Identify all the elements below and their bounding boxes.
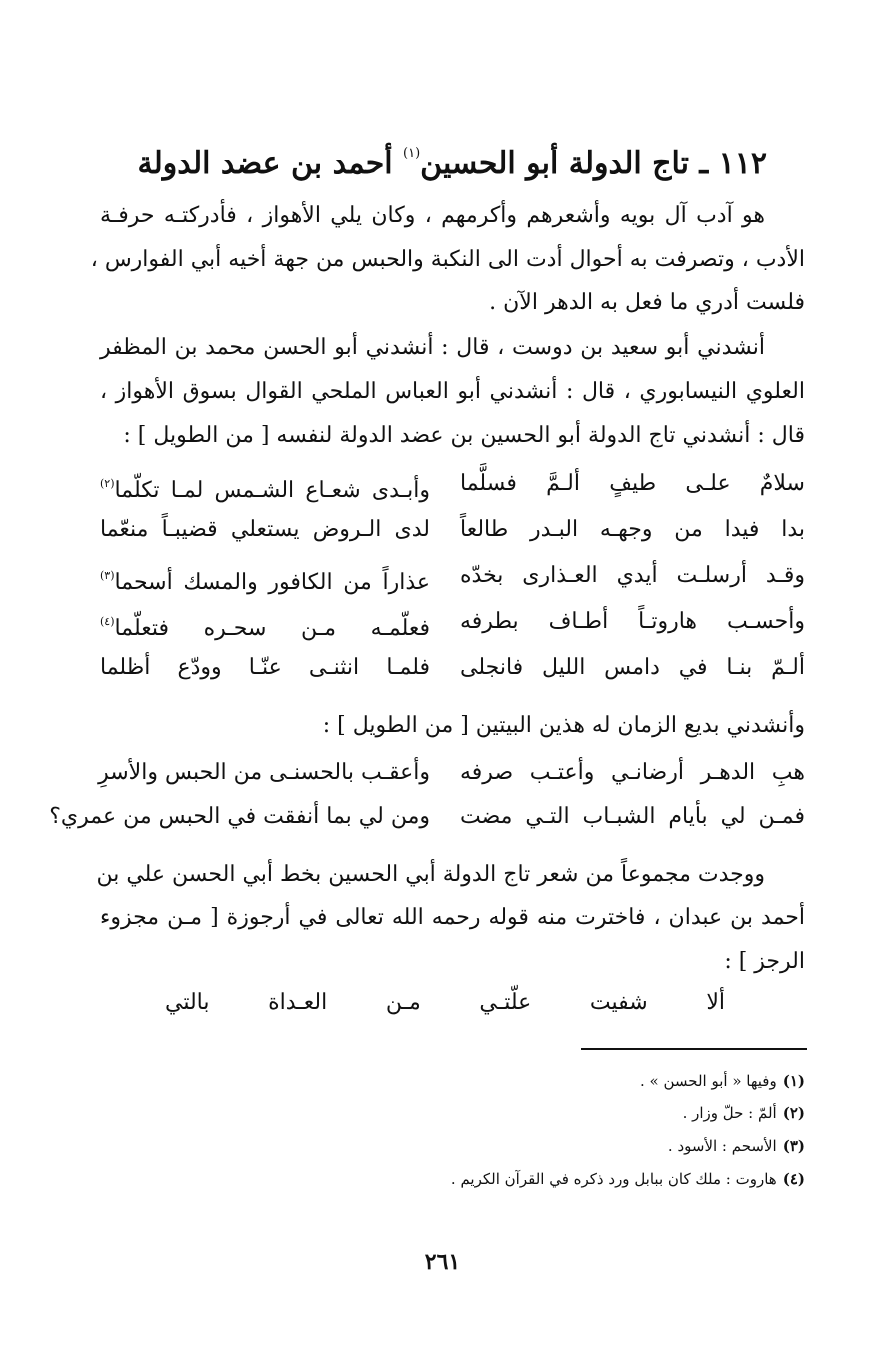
verse-first-hemistich: ألـمّ بنـا في دامس الليل فانجلى bbox=[460, 655, 805, 680]
poem-1-verse-2 bbox=[100, 514, 805, 546]
footnote-text: وفيها « أبو الحسن » . bbox=[640, 1072, 777, 1090]
footnote-marker: (٢) bbox=[100, 477, 115, 490]
hemistich-text: عذاراً من الكافور والمسك أسحما bbox=[114, 570, 430, 595]
verse-first-hemistich: وقـد أرسلـت أيدي العـذارى بخدّه bbox=[460, 563, 805, 588]
verse-first-hemistich: فمـن لي بأيام الشبـاب التـي مضت bbox=[460, 804, 805, 829]
paragraph-2-line-1: أنشدني أبو سعيد بن دوست ، قال : أنشدني أبو الحسن محمد بن المظفر bbox=[100, 335, 765, 360]
rajaz-verse: ألا شفيت علّتـي مـن العـداة بالتي bbox=[165, 990, 725, 1015]
paragraph-1-line-2: الأدب ، وتصرفت به أحوال أدت الى النكبة والحبس من جهة أخيه أبي الفوارس ، bbox=[90, 247, 805, 272]
footnote-marker: (٤) bbox=[100, 615, 115, 628]
footnote-2 bbox=[105, 1102, 805, 1124]
footnote-number: (٤) bbox=[782, 1170, 805, 1188]
heading-footnote-marker: (١) bbox=[403, 146, 421, 161]
paragraph-1-line-1: هو آدب آل بويه وأشعرهم وأكرمهم ، وكان يلي الأهواز ، فأدركتـه حرفـة bbox=[100, 203, 765, 228]
verse-first-hemistich: بدا فيدا من وجهـه البـدر طالعاً bbox=[460, 517, 805, 542]
page-number: ٢٦١ bbox=[424, 1249, 461, 1275]
paragraph-3-line-1: ووجدت مجموعاً من شعر تاج الدولة أبي الحسين بخط أبي الحسن علي بن bbox=[96, 862, 765, 887]
verse-second-hemistich bbox=[100, 468, 430, 507]
paragraph-3-line-2: أحمد بن عبدان ، فاخترت منه قوله رحمه الله تعالى في أرجوزة [ مـن مجزوء bbox=[100, 905, 805, 930]
heading-title: ١١٢ ـ تاج الدولة أبو الحسين bbox=[420, 146, 767, 181]
poem-2-intro: وأنشدني بديع الزمان له هذين البيتين [ من الطويل ] : bbox=[322, 713, 805, 738]
verse-second-hemistich: ومن لي بما أنفقت في الحبس من عمري؟ bbox=[49, 804, 430, 829]
poem-2-verse-2 bbox=[49, 801, 805, 833]
chapter-heading bbox=[100, 132, 767, 186]
footnote-text: ألمّ : حلّ وزار . bbox=[682, 1104, 777, 1122]
poem-1-verse-3 bbox=[100, 560, 805, 595]
verse-second-hemistich bbox=[100, 606, 430, 645]
verse-second-hemistich: لدى الـروض يستعلي قضيبـاً منعّما bbox=[100, 517, 430, 542]
poem-1-verse-4 bbox=[100, 606, 805, 641]
verse-second-hemistich: فلمـا انثنـى عنّـا وودّع أظلما bbox=[100, 655, 430, 680]
footnote-4 bbox=[105, 1168, 805, 1190]
poem-1-verse-5 bbox=[100, 652, 805, 684]
verse-first-hemistich: هبِ الدهـر أرضانـي وأعتـب صرفه bbox=[460, 760, 805, 785]
verse-first-hemistich: سلامٌ علـى طيفٍ ألـمَّ فسلَّما bbox=[460, 471, 805, 496]
hemistich-text: فعلّمـه مـن سحـره فتعلّما bbox=[114, 616, 430, 641]
footnote-separator bbox=[581, 1048, 807, 1050]
hemistich-text: وأبـدى شعـاع الشـمس لمـا تكلّما bbox=[114, 478, 430, 503]
footnote-text: الأسحم : الأسود . bbox=[667, 1137, 777, 1155]
footnote-number: (١) bbox=[782, 1072, 805, 1090]
heading-subtitle: أحمد بن عضد الدولة bbox=[137, 146, 393, 181]
verse-second-hemistich: وأعقـب بالحسنـى من الحبس والأسرِ bbox=[98, 760, 430, 785]
footnote-number: (٣) bbox=[782, 1137, 805, 1155]
footnote-marker: (٣) bbox=[100, 569, 115, 582]
verse-second-hemistich bbox=[100, 560, 430, 599]
paragraph-3-line-3: الرجز ] : bbox=[724, 949, 805, 974]
poem-1-verse-1 bbox=[100, 468, 805, 503]
footnote-number: (٢) bbox=[782, 1104, 805, 1122]
footnote-text: هاروت : ملك كان ببابل ورد ذكره في القرآن الكريم . bbox=[450, 1170, 777, 1188]
paragraph-1-line-3: فلست أدري ما فعل به الدهر الآن . bbox=[489, 290, 805, 315]
footnote-3 bbox=[105, 1135, 805, 1157]
verse-first-hemistich: وأحسـب هاروتـاً أطـاف بطرفه bbox=[460, 609, 805, 634]
footnote-1 bbox=[105, 1070, 805, 1092]
paragraph-2-line-3: قال : أنشدني تاج الدولة أبو الحسين بن عضد الدولة لنفسه [ من الطويل ] : bbox=[123, 423, 805, 448]
paragraph-2-line-2: العلوي النيسابوري ، قال : أنشدني أبو العباس الملحي القوال بسوق الأهواز ، bbox=[100, 379, 805, 404]
poem-2-verse-1 bbox=[100, 757, 805, 789]
